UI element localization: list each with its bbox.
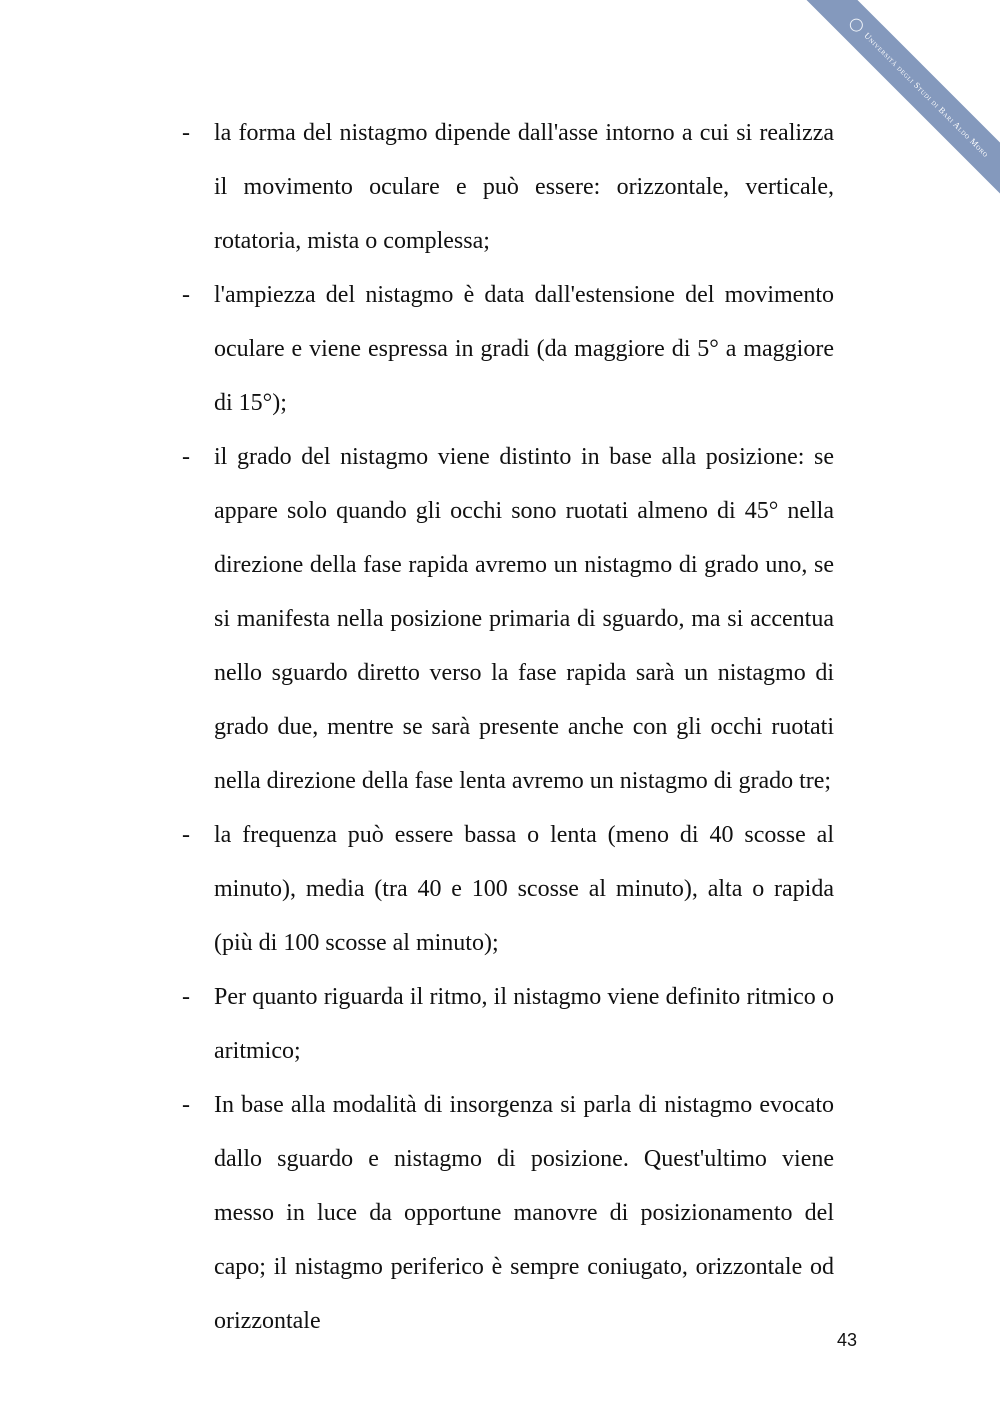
list-item	[178, 106, 834, 268]
list-item	[178, 970, 834, 1078]
list-item-text: la forma del nistagmo dipende dall'asse intorno a cui si realizza il movimento oculare e può essere: orizzontale, verticale, rotatoria, mista o complessa;	[214, 120, 834, 254]
dash-bullet: -	[182, 444, 190, 470]
characteristics-list	[178, 106, 834, 1348]
list-item-text: In base alla modalità di insorgenza si parla di nistagmo evocato dallo sguardo e nistagmo di posizione. Quest'ultimo viene messo in luce da opportune manovre di posizionamento del capo; il nistagmo periferico è sempre coniugato, orizzontale od orizzontale	[214, 1092, 834, 1334]
dash-bullet: -	[182, 120, 190, 146]
list-item-text: la frequenza può essere bassa o lenta (meno di 40 scosse al minuto), media (tra 40 e 100 scosse al minuto), alta o rapida (più di 100 scosse al minuto);	[214, 822, 834, 956]
list-item	[178, 430, 834, 808]
list-item-text: l'ampiezza del nistagmo è data dall'estensione del movimento oculare e viene espressa in gradi (da maggiore di 5° a maggiore di 15°);	[214, 282, 834, 416]
list-item-text: il grado del nistagmo viene distinto in base alla posizione: se appare solo quando gli occhi sono ruotati almeno di 45° nella direzione della fase rapida avremo un nistagmo di grado uno, se si manifesta nella posizione primaria di sguardo, ma si accentua nello sguardo diretto verso la fase rapida sarà un nistagmo di grado due, mentre se sarà presente anche con gli occhi ruotati nella direzione della fase lenta avremo un nistagmo di grado tre;	[214, 444, 834, 794]
page-body	[178, 106, 834, 1348]
dash-bullet: -	[182, 1092, 190, 1118]
list-item-text: Per quanto riguarda il ritmo, il nistagmo viene definito ritmico o aritmico;	[214, 984, 834, 1064]
dash-bullet: -	[182, 984, 190, 1010]
list-item	[178, 808, 834, 970]
watermark-text: Università degli Studi di Bari Aldo Moro	[862, 30, 992, 160]
university-seal-icon	[848, 16, 866, 34]
page-number: 43	[836, 1330, 858, 1350]
dash-bullet: -	[182, 822, 190, 848]
list-item	[178, 268, 834, 430]
dash-bullet: -	[182, 282, 190, 308]
list-item	[178, 1078, 834, 1348]
